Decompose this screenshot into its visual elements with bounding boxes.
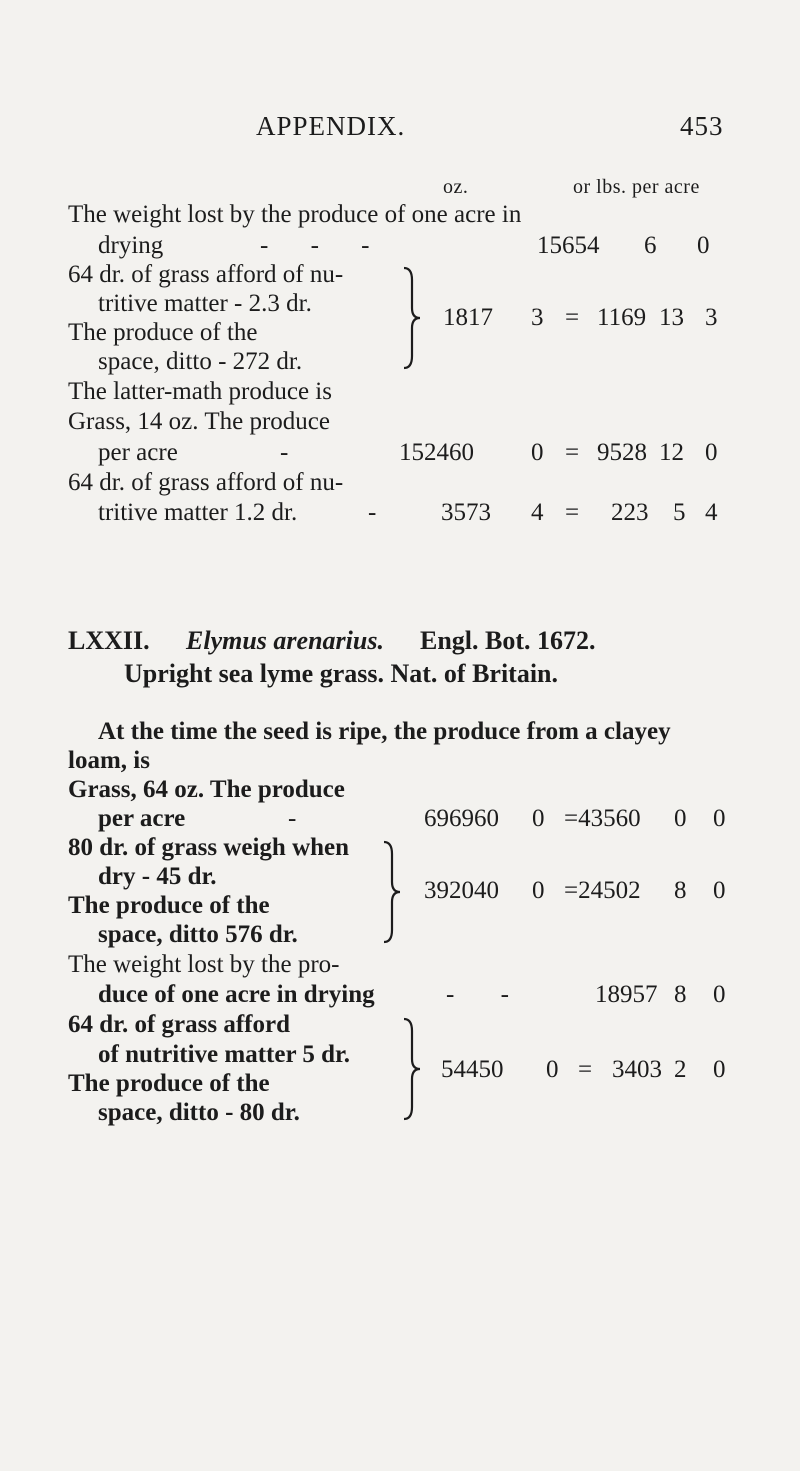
value-dr: 0 <box>713 981 726 1008</box>
value-oz: 3573 <box>441 499 491 526</box>
species-name: Elymus arenarius. <box>186 626 384 655</box>
text-line: At the time the seed is ripe, the produce from a clayey <box>98 718 671 745</box>
text-line: per acre <box>98 805 186 832</box>
text-line: Grass, 14 oz. The produce <box>68 408 330 435</box>
text-line: loam, is <box>68 747 150 774</box>
value-dr: 0 <box>705 439 718 466</box>
text-line: of nutritive matter 5 dr. <box>98 1041 351 1068</box>
value-dr: 0 <box>697 232 710 259</box>
text-line: The produce of the <box>68 1070 270 1097</box>
value-lbs: 1169 <box>597 304 647 331</box>
value-lbs: =24502 <box>564 877 641 904</box>
value-oz: 696960 <box>424 805 499 832</box>
value-lbs: 223 <box>611 499 649 526</box>
value-oz: 54450 <box>441 1056 504 1083</box>
value-oz: 12 <box>659 439 684 466</box>
value-oz: 152460 <box>399 439 474 466</box>
text-line: tritive matter 1.2 dr. <box>98 499 298 526</box>
value-oz: 392040 <box>424 877 499 904</box>
text-line: space, ditto 576 dr. <box>98 921 298 948</box>
value-oz: 8 <box>674 981 687 1008</box>
value-lbs: 3403 <box>612 1056 662 1083</box>
equals-sign: = <box>565 304 580 331</box>
text-line: drying <box>98 232 164 259</box>
text-line: The produce of the <box>68 892 270 919</box>
value-oz: 13 <box>659 304 684 331</box>
value-lbs: =43560 <box>564 805 641 832</box>
value-dr: 0 <box>713 1056 726 1083</box>
column-head-lbs: or lbs. per acre <box>573 176 700 198</box>
text-line: 64 dr. of grass afford <box>68 1011 290 1038</box>
text-line: space, ditto - 80 dr. <box>98 1099 300 1126</box>
value-dr: 0 <box>532 805 545 832</box>
equals-sign: = <box>565 439 580 466</box>
right-brace <box>382 840 402 944</box>
text-line: The weight lost by the pro- <box>68 951 340 978</box>
running-header-title: APPENDIX. <box>256 111 406 141</box>
leader-dash: - <box>280 439 289 466</box>
value-dr: 4 <box>705 499 718 526</box>
value-lbs: 9528 <box>597 439 647 466</box>
value-lbs: 15654 <box>537 232 600 259</box>
value-dr: 0 <box>546 1056 559 1083</box>
text-line: dry - 45 dr. <box>98 863 217 890</box>
text-line: space, ditto - 272 dr. <box>98 348 303 375</box>
page-number: 453 <box>680 111 724 141</box>
right-brace <box>402 1017 422 1121</box>
text-line: Grass, 64 oz. The produce <box>68 776 345 803</box>
text-line: 64 dr. of grass afford of nu- <box>68 469 344 496</box>
value-dr: 0 <box>713 877 726 904</box>
value-oz: 8 <box>674 877 687 904</box>
text-line: per acre <box>98 439 178 466</box>
value-dr: 4 <box>531 499 544 526</box>
species-reference: Engl. Bot. 1672. <box>420 626 596 655</box>
value-oz: 5 <box>673 499 686 526</box>
species-common-name: Upright sea lyme grass. Nat. of Britain. <box>124 659 559 688</box>
value-dr: 3 <box>531 304 544 331</box>
right-brace <box>402 266 422 370</box>
leader-dashes: - - - <box>260 232 370 259</box>
leader-dash: - <box>368 499 377 526</box>
text-line: The weight lost by the produce of one acre in <box>68 201 522 228</box>
leader-dash: - <box>288 805 297 832</box>
species-number: LXXII. <box>68 626 150 655</box>
text-line: tritive matter - 2.3 dr. <box>98 290 312 317</box>
column-head-oz: oz. <box>443 176 469 198</box>
value-dr: 0 <box>532 877 545 904</box>
text-line: The latter-math produce is <box>68 378 332 405</box>
text-line: The produce of the <box>68 319 258 346</box>
value-oz: 0 <box>674 805 687 832</box>
value-oz: 6 <box>644 232 657 259</box>
value-oz: 2 <box>674 1056 687 1083</box>
leader-dashes: - - <box>446 981 509 1008</box>
text-line: 64 dr. of grass afford of nu- <box>68 261 344 288</box>
text-line: duce of one acre in drying <box>98 981 375 1008</box>
equals-sign: = <box>565 499 580 526</box>
value-dr: 0 <box>713 805 726 832</box>
value-oz: 1817 <box>443 304 493 331</box>
text-line: 80 dr. of grass weigh when <box>68 834 350 861</box>
value-dr: 3 <box>705 304 718 331</box>
equals-sign: = <box>578 1056 593 1083</box>
value-lbs: 18957 <box>595 981 658 1008</box>
value-dr: 0 <box>531 439 544 466</box>
